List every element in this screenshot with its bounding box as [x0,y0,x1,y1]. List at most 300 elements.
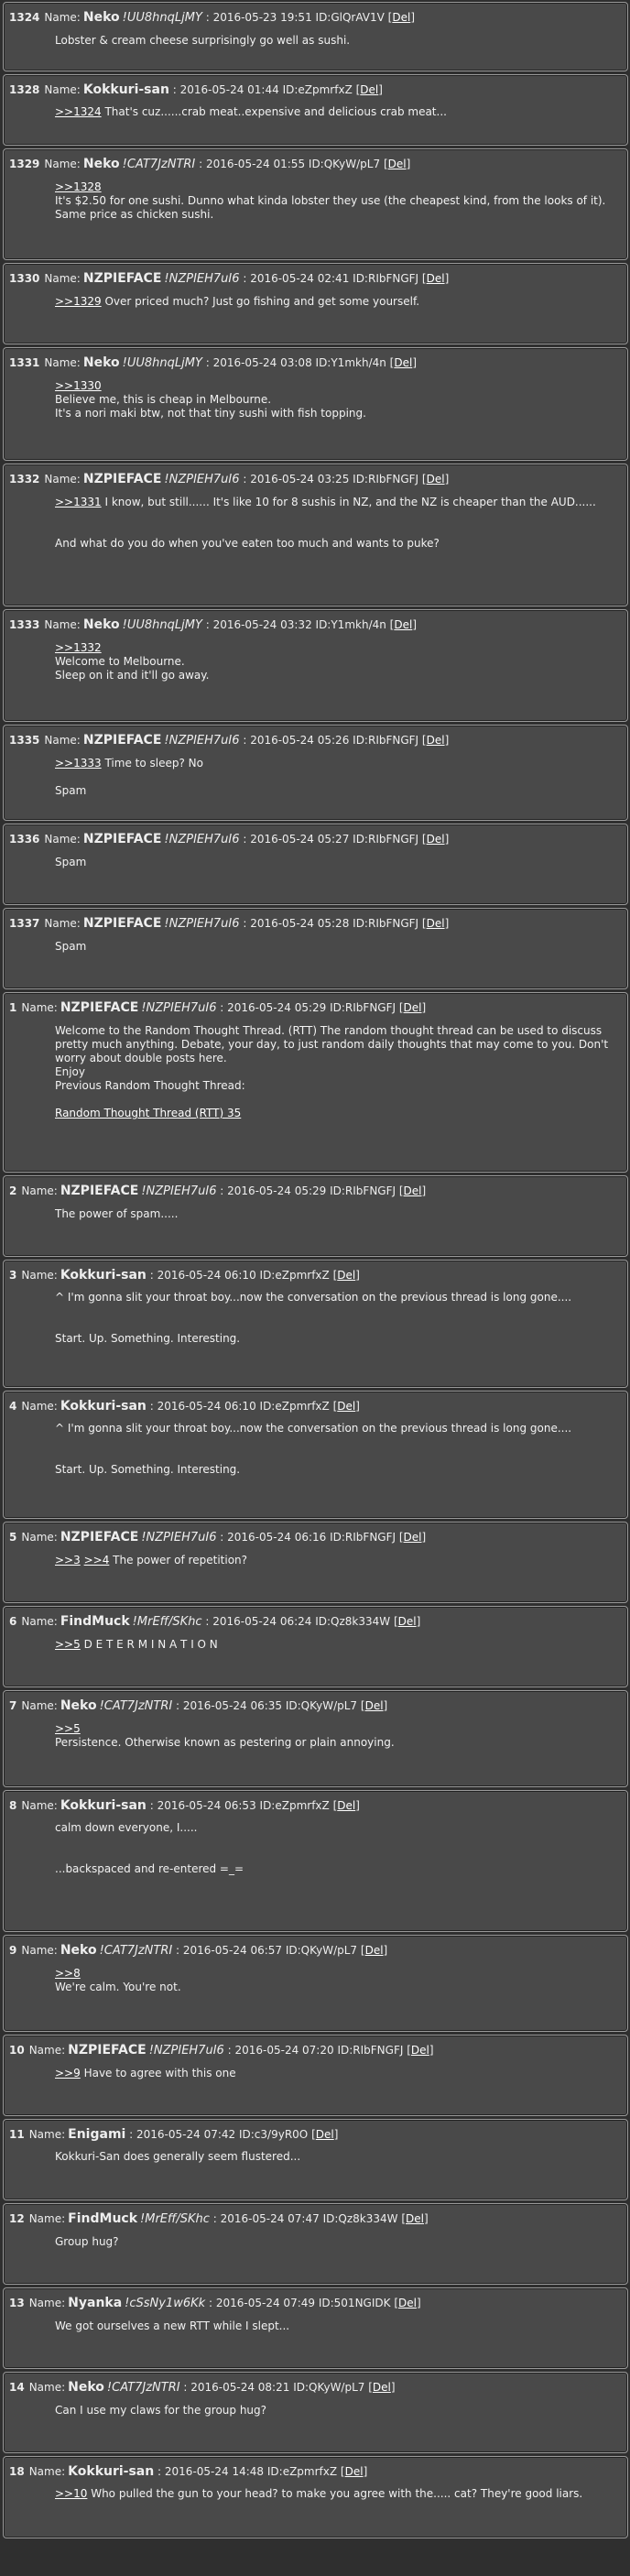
tripcode: !NZPIEH7uI6 [141,1531,217,1545]
post [3,1391,628,1519]
post-body [55,2150,618,2164]
post-header: 8 Name: Kokkuri-san : 2016-05-24 06:53 ID:eZpmrfxZ [Del] [9,1798,360,1813]
post-body [55,34,618,48]
body-line [55,1422,618,1435]
body-text: Sleep on it and it'll go away. [55,669,210,682]
post-number: 1 [9,1001,17,1014]
poster-id: ID:eZpmrfxZ [266,2465,338,2478]
name-label: Name: [28,2044,66,2057]
post-number: 8 [9,1799,17,1812]
name-label: Name: [44,83,81,96]
poster-name: NZPIEFACE [82,472,162,486]
body-text: Can I use my claws for the group hug? [55,2404,267,2417]
tripcode: !NZPIEH7uI6 [164,272,240,286]
post [3,824,628,905]
post [3,609,628,722]
post-number: 1335 [9,734,40,747]
tripcode: !NZPIEH7uI6 [141,1184,217,1198]
post-number: 14 [9,2381,25,2394]
delete-link[interactable]: Del [337,1269,356,1282]
poster-name: Neko [82,10,120,25]
post [3,1790,628,1932]
post-date: 2016-05-24 07:47 [220,2212,320,2225]
body-line [55,770,618,784]
name-label: Name: [28,2128,66,2141]
poster-id: ID:Qz8k334W [322,2212,398,2225]
post [3,2035,628,2116]
post-header: 2 Name: NZPIEFACE !NZPIEH7uI6 : 2016-05-24 05:29 ID:RIbFNGFJ [Del] [9,1184,427,1198]
body-line [55,1318,618,1332]
name-label: Name: [44,11,81,24]
poster-name: FindMuck [60,1614,130,1629]
body-line [55,496,618,509]
post [3,2,628,71]
body-text: We're calm. You're not. [55,1981,181,1993]
delete-link[interactable]: Del [337,1799,356,1812]
delete-link[interactable]: Del [426,917,445,930]
name-label: Name: [21,1944,58,1957]
post-header: 4 Name: Kokkuri-san : 2016-05-24 06:10 ID:eZpmrfxZ [Del] [9,1399,360,1414]
post-date: 2016-05-24 05:27 [250,833,350,846]
body-line [55,1463,618,1477]
post-body [55,1967,618,1994]
body-line [55,757,618,770]
body-text: The power of spam..... [55,1207,179,1220]
poster-id: ID:QKyW/pL7 [308,158,381,170]
post-date: 2016-05-24 06:10 [157,1400,256,1413]
delete-link[interactable]: Del [387,158,407,170]
post-body [55,2067,618,2080]
body-line [55,1449,618,1463]
body-line [55,1849,618,1862]
post-date: 2016-05-24 07:20 [234,2044,334,2057]
post-header: 3 Name: Kokkuri-san : 2016-05-24 06:10 ID:eZpmrfxZ [Del] [9,1268,360,1283]
tripcode: !NZPIEH7uI6 [164,917,240,931]
post-number: 1333 [9,618,40,631]
post-body [55,2404,618,2418]
delete-link[interactable]: Del [392,11,411,24]
poster-name: Neko [60,1698,97,1713]
poster-id: ID:RIbFNGFJ [330,1184,396,1197]
poster-id: ID:RIbFNGFJ [353,734,419,747]
quote-link[interactable]: >>5 [55,1638,81,1651]
body-line [55,537,618,551]
body-text: Have to agree with this one [80,2067,236,2079]
post-header: 9 Name: Neko !CAT7JzNTRI : 2016-05-24 06:57 ID:QKyW/pL7 [Del] [9,1943,388,1958]
poster-id: ID:eZpmrfxZ [259,1269,330,1282]
poster-name: NZPIEFACE [82,916,162,931]
body-line [55,1079,618,1093]
quote-link[interactable]: >>1330 [55,379,102,392]
body-text: Time to sleep? No [101,757,203,770]
post-header: 1333 Name: Neko !UU8hnqLjMY : 2016-05-24 03:32 ID:Y1mkh/4n [Del] [9,617,418,632]
name-label: Name: [21,1400,58,1413]
poster-id: ID:501NGIDK [318,2297,391,2309]
body-line [55,1736,618,1750]
body-text: It's a nori maki btw, not that tiny sushi with fish topping. [55,407,366,420]
poster-name: NZPIEFACE [82,832,162,846]
post [3,1935,628,2032]
name-label: Name: [44,917,81,930]
post-date: 2016-05-24 01:44 [179,83,279,96]
post-number: 1331 [9,356,40,369]
delete-link[interactable]: Del [403,1184,422,1197]
post-number: 1336 [9,833,40,846]
tripcode: !CAT7JzNTRI [99,1699,173,1713]
post-header: 1 Name: NZPIEFACE !NZPIEH7uI6 : 2016-05-24 05:29 ID:RIbFNGFJ [Del] [9,1000,427,1015]
body-line [55,1722,618,1736]
quote-link[interactable]: >>1332 [55,641,102,654]
post-body [55,1024,618,1120]
poster-name: NZPIEFACE [60,1530,139,1545]
body-text: ^ I'm gonna slit your throat boy...now the conversation on the previous thread is long gone.... [55,1422,572,1435]
name-label: Name: [44,473,81,486]
post-number: 5 [9,1531,17,1544]
post [3,1690,628,1787]
tripcode: !NZPIEH7uI6 [164,734,240,748]
tripcode: !CAT7JzNTRI [122,158,196,171]
name-label: Name: [44,618,81,631]
delete-link[interactable]: Del [398,2297,417,2309]
post-body [55,641,618,682]
post-number: 1330 [9,272,40,285]
post-number: 10 [9,2044,25,2057]
delete-link[interactable]: Del [410,2044,429,2057]
body-line [55,523,618,537]
name-label: Name: [21,1184,58,1197]
body-text: Previous Random Thought Thread: [55,1079,245,1092]
body-line [55,2150,618,2164]
poster-name: Neko [68,2380,104,2395]
poster-name: Kokkuri-san [60,1798,147,1813]
body-line [55,180,618,194]
body-text: Welcome to Melbourne. [55,655,185,668]
name-label: Name: [28,2297,66,2309]
quote-link[interactable]: >>10 [55,2487,88,2500]
post-date: 2016-05-24 07:49 [215,2297,316,2309]
body-line [55,509,618,523]
post-body [55,2235,618,2249]
delete-link[interactable]: Del [397,1615,417,1628]
poster-name: Enigami [68,2127,126,2142]
name-label: Name: [44,734,81,747]
body-line [55,940,618,954]
tripcode: !MrEff/SKhc [132,1615,202,1629]
name-label: Name: [28,2212,66,2225]
poster-id: ID:RIbFNGFJ [353,833,419,846]
post-header: 13 Name: Nyanka !cSsNy1w6Kk : 2016-05-24 07:49 ID:501NGIDK [Del] [9,2296,421,2310]
poster-id: ID:QKyW/pL7 [285,1944,358,1957]
post-date: 2016-05-24 06:24 [212,1615,312,1628]
body-line [55,105,618,119]
post-header: 6 Name: FindMuck !MrEff/SKhc : 2016-05-24 06:24 ID:Qz8k334W [Del] [9,1614,421,1629]
body-text: D E T E R M I N A T I O N [80,1638,218,1651]
poster-id: ID:RIbFNGFJ [353,272,419,285]
post-date: 2016-05-24 02:41 [250,272,350,285]
post-header: 1337 Name: NZPIEFACE !NZPIEH7uI6 : 2016-05-24 05:28 ID:RIbFNGFJ [Del] [9,916,450,931]
body-text: ...backspaced and re-entered =_= [55,1862,244,1875]
post-body [55,379,618,420]
tripcode: !CAT7JzNTRI [106,2381,180,2395]
post [3,908,628,989]
post-date: 2016-05-24 06:57 [182,1944,283,1957]
post-body [55,180,618,222]
post-number: 1328 [9,83,40,96]
post [3,74,628,146]
body-text: Lobster & cream cheese surprisingly go well as sushi. [55,34,351,47]
post-body [55,757,618,798]
body-text: Spam [55,856,87,868]
delete-link[interactable]: Del [344,2465,364,2478]
delete-link[interactable]: Del [364,1699,384,1712]
post-date: 2016-05-23 19:51 [212,11,312,24]
name-label: Name: [28,2465,66,2478]
poster-id: ID:RIbFNGFJ [353,473,419,486]
post [3,263,628,344]
post-date: 2016-05-24 01:55 [205,158,306,170]
post-header: 1335 Name: NZPIEFACE !NZPIEH7uI6 : 2016-05-24 05:26 ID:RIbFNGFJ [Del] [9,733,450,748]
post-body [55,940,618,954]
poster-name: NZPIEFACE [68,2043,147,2058]
quote-link[interactable]: >>8 [55,1967,81,1980]
body-line [55,641,618,655]
body-line [55,34,618,48]
body-line [55,2487,618,2501]
body-text: Spam [55,784,87,797]
post-body [55,2319,618,2333]
delete-link[interactable]: Del [426,473,445,486]
poster-id: ID:eZpmrfxZ [259,1799,330,1812]
poster-id: ID:c3/9yR0O [238,2128,309,2141]
post-body [55,295,618,309]
quote-link[interactable]: >>1333 [55,757,102,770]
body-text: Start. Up. Something. Interesting. [55,1463,241,1476]
body-line [55,1638,618,1652]
delete-link[interactable]: Del [394,618,413,631]
post-body [55,496,618,551]
body-line [55,856,618,869]
poster-name: Neko [82,617,120,632]
body-line [55,393,618,407]
post-date: 2016-05-24 05:29 [227,1001,327,1014]
poster-name: Kokkuri-san [82,82,169,97]
post [3,347,628,461]
body-line [55,379,618,393]
post-number: 9 [9,1944,17,1957]
body-text: ^ I'm gonna slit your throat boy...now the conversation on the previous thread is long gone.... [55,1291,572,1304]
body-text: The power of repetition? [109,1554,248,1566]
poster-name: Neko [82,157,120,171]
delete-link[interactable]: Del [426,833,445,846]
post-number: 3 [9,1269,17,1282]
body-line [55,2235,618,2249]
quote-link[interactable]: >>1329 [55,295,102,308]
post-header: 1332 Name: NZPIEFACE !NZPIEH7uI6 : 2016-05-24 03:25 ID:RIbFNGFJ [Del] [9,472,450,486]
poster-id: ID:eZpmrfxZ [259,1400,330,1413]
poster-id: ID:RIbFNGFJ [337,2044,404,2057]
poster-id: ID:Y1mkh/4n [315,356,386,369]
quote-link[interactable]: >>4 [83,1554,110,1566]
tripcode: !cSsNy1w6Kk [125,2297,206,2310]
body-line [55,669,618,682]
post-number: 1337 [9,917,40,930]
poster-id: ID:eZpmrfxZ [282,83,353,96]
post [3,992,628,1173]
post-number: 1332 [9,473,40,486]
post [3,2203,628,2285]
body-text: It's $2.50 for one sushi. Dunno what kinda lobster they use (the cheapest kind, from the looks of it). Same price as chicken sushi. [55,194,610,221]
post-body [55,1207,618,1221]
previous-thread-link[interactable]: Random Thought Thread (RTT) 35 [55,1107,242,1119]
quote-link[interactable]: >>3 [55,1554,81,1566]
body-line [55,1554,618,1567]
post-header: 12 Name: FindMuck !MrEff/SKhc : 2016-05-24 07:47 ID:Qz8k334W [Del] [9,2211,429,2226]
tripcode: !NZPIEH7uI6 [164,833,240,846]
poster-id: ID:QKyW/pL7 [285,1699,358,1712]
quote-link[interactable]: >>1331 [55,496,102,508]
delete-link[interactable]: Del [426,734,445,747]
post-header: 1336 Name: NZPIEFACE !NZPIEH7uI6 : 2016-05-24 05:27 ID:RIbFNGFJ [Del] [9,832,450,846]
body-text: Group hug? [55,2235,119,2248]
post-header: 7 Name: Neko !CAT7JzNTRI : 2016-05-24 06:35 ID:QKyW/pL7 [Del] [9,1698,388,1713]
body-line [55,1435,618,1449]
post-number: 1329 [9,158,40,170]
body-text: Start. Up. Something. Interesting. [55,1332,241,1345]
post-header: 5 Name: NZPIEFACE !NZPIEH7uI6 : 2016-05-24 06:16 ID:RIbFNGFJ [Del] [9,1530,427,1545]
poster-name: NZPIEFACE [60,1184,139,1198]
name-label: Name: [44,833,81,846]
post [3,2287,628,2369]
tripcode: !NZPIEH7uI6 [148,2044,224,2058]
quote-link[interactable]: >>1328 [55,180,102,193]
delete-link[interactable]: Del [315,2128,334,2141]
body-text: Over priced much? Just go fishing and get some yourself. [101,295,420,308]
body-line [55,1107,618,1120]
tripcode: !MrEff/SKhc [140,2212,210,2226]
name-label: Name: [21,1269,58,1282]
post-body [55,856,618,869]
poster-name: Neko [82,355,120,370]
post-date: 2016-05-24 06:35 [182,1699,283,1712]
delete-link[interactable]: Del [337,1400,356,1413]
post-header: 1324 Name: Neko !UU8hnqLjMY : 2016-05-23 19:51 ID:GlQrAV1V [Del] [9,10,416,25]
post-number: 18 [9,2465,25,2478]
post-date: 2016-05-24 05:29 [227,1184,327,1197]
body-line [55,295,618,309]
post [3,2456,628,2538]
name-label: Name: [44,272,81,285]
delete-link[interactable]: Del [406,2212,424,2225]
post [3,2119,628,2200]
post-date: 2016-05-24 05:26 [250,734,350,747]
body-text: Welcome to the Random Thought Thread. (RTT) The random thought thread can be used to discuss pretty much anything. Debate, your day, to just random daily thoughts that may come to you. Don't worry about double posts here. [55,1024,612,1064]
body-text: Kokkuri-San does generally seem flustered... [55,2150,301,2163]
name-label: Name: [21,1001,58,1014]
body-line [55,407,618,420]
delete-link[interactable]: Del [426,272,445,285]
delete-link[interactable]: Del [403,1001,422,1014]
post [3,1260,628,1388]
delete-link[interactable]: Del [372,2381,391,2394]
body-text: We got ourselves a new RTT while I slept... [55,2319,290,2332]
post-number: 1324 [9,11,40,24]
post-body [55,1638,618,1652]
delete-link[interactable]: Del [364,1944,384,1957]
post-date: 2016-05-24 06:16 [227,1531,327,1544]
body-line [55,1862,618,1876]
post-body [55,2487,618,2501]
name-label: Name: [21,1615,58,1628]
name-label: Name: [28,2381,66,2394]
post [3,725,628,821]
post [3,2372,628,2453]
tripcode: !NZPIEH7uI6 [141,1001,217,1015]
poster-name: Neko [60,1943,97,1958]
post-body [55,105,618,119]
delete-link[interactable]: Del [403,1531,422,1544]
body-line [55,1332,618,1346]
body-line [55,784,618,798]
poster-name: Kokkuri-san [68,2464,155,2479]
poster-name: NZPIEFACE [82,733,162,748]
post [3,148,628,260]
post-number: 7 [9,1699,17,1712]
poster-name: FindMuck [68,2211,138,2226]
tripcode: !CAT7JzNTRI [99,1944,173,1958]
poster-id: ID:RIbFNGFJ [330,1001,396,1014]
name-label: Name: [44,158,81,170]
post [3,1175,628,1257]
body-text: calm down everyone, I..... [55,1821,198,1834]
post-number: 4 [9,1400,17,1413]
post-body [55,1422,618,1477]
quote-link[interactable]: >>1324 [55,105,102,118]
body-line [55,1835,618,1849]
body-line [55,1065,618,1079]
poster-name: Kokkuri-san [60,1399,147,1414]
post [3,1522,628,1603]
body-line [55,1981,618,1994]
tripcode: !NZPIEH7uI6 [164,473,240,486]
post [3,1606,628,1687]
body-line [55,2319,618,2333]
poster-id: ID:GlQrAV1V [315,11,385,24]
body-line [55,1207,618,1221]
poster-name: Nyanka [68,2296,123,2310]
post-header: 11 Name: Enigami : 2016-05-24 07:42 ID:c3/9yR0O [Del] [9,2127,339,2142]
post-number: 2 [9,1184,17,1197]
post-date: 2016-05-24 08:21 [190,2381,290,2394]
post-date: 2016-05-24 03:32 [212,618,312,631]
quote-link[interactable]: >>9 [55,2067,81,2079]
post-date: 2016-05-24 06:10 [157,1269,256,1282]
poster-name: Kokkuri-san [60,1268,147,1283]
quote-link[interactable]: >>5 [55,1722,81,1735]
name-label: Name: [21,1531,58,1544]
body-line [55,655,618,669]
body-line [55,194,618,222]
body-text: Persistence. Otherwise known as pestering or plain annoying. [55,1736,395,1749]
poster-id: ID:Y1mkh/4n [315,618,386,631]
body-text: Believe me, this is cheap in Melbourne. [55,393,272,406]
delete-link[interactable]: Del [360,83,379,96]
post-date: 2016-05-24 05:28 [250,917,350,930]
body-line [55,1093,618,1107]
post-number: 13 [9,2297,25,2309]
poster-id: ID:QKyW/pL7 [293,2381,365,2394]
delete-link[interactable]: Del [394,356,413,369]
body-line [55,2404,618,2418]
